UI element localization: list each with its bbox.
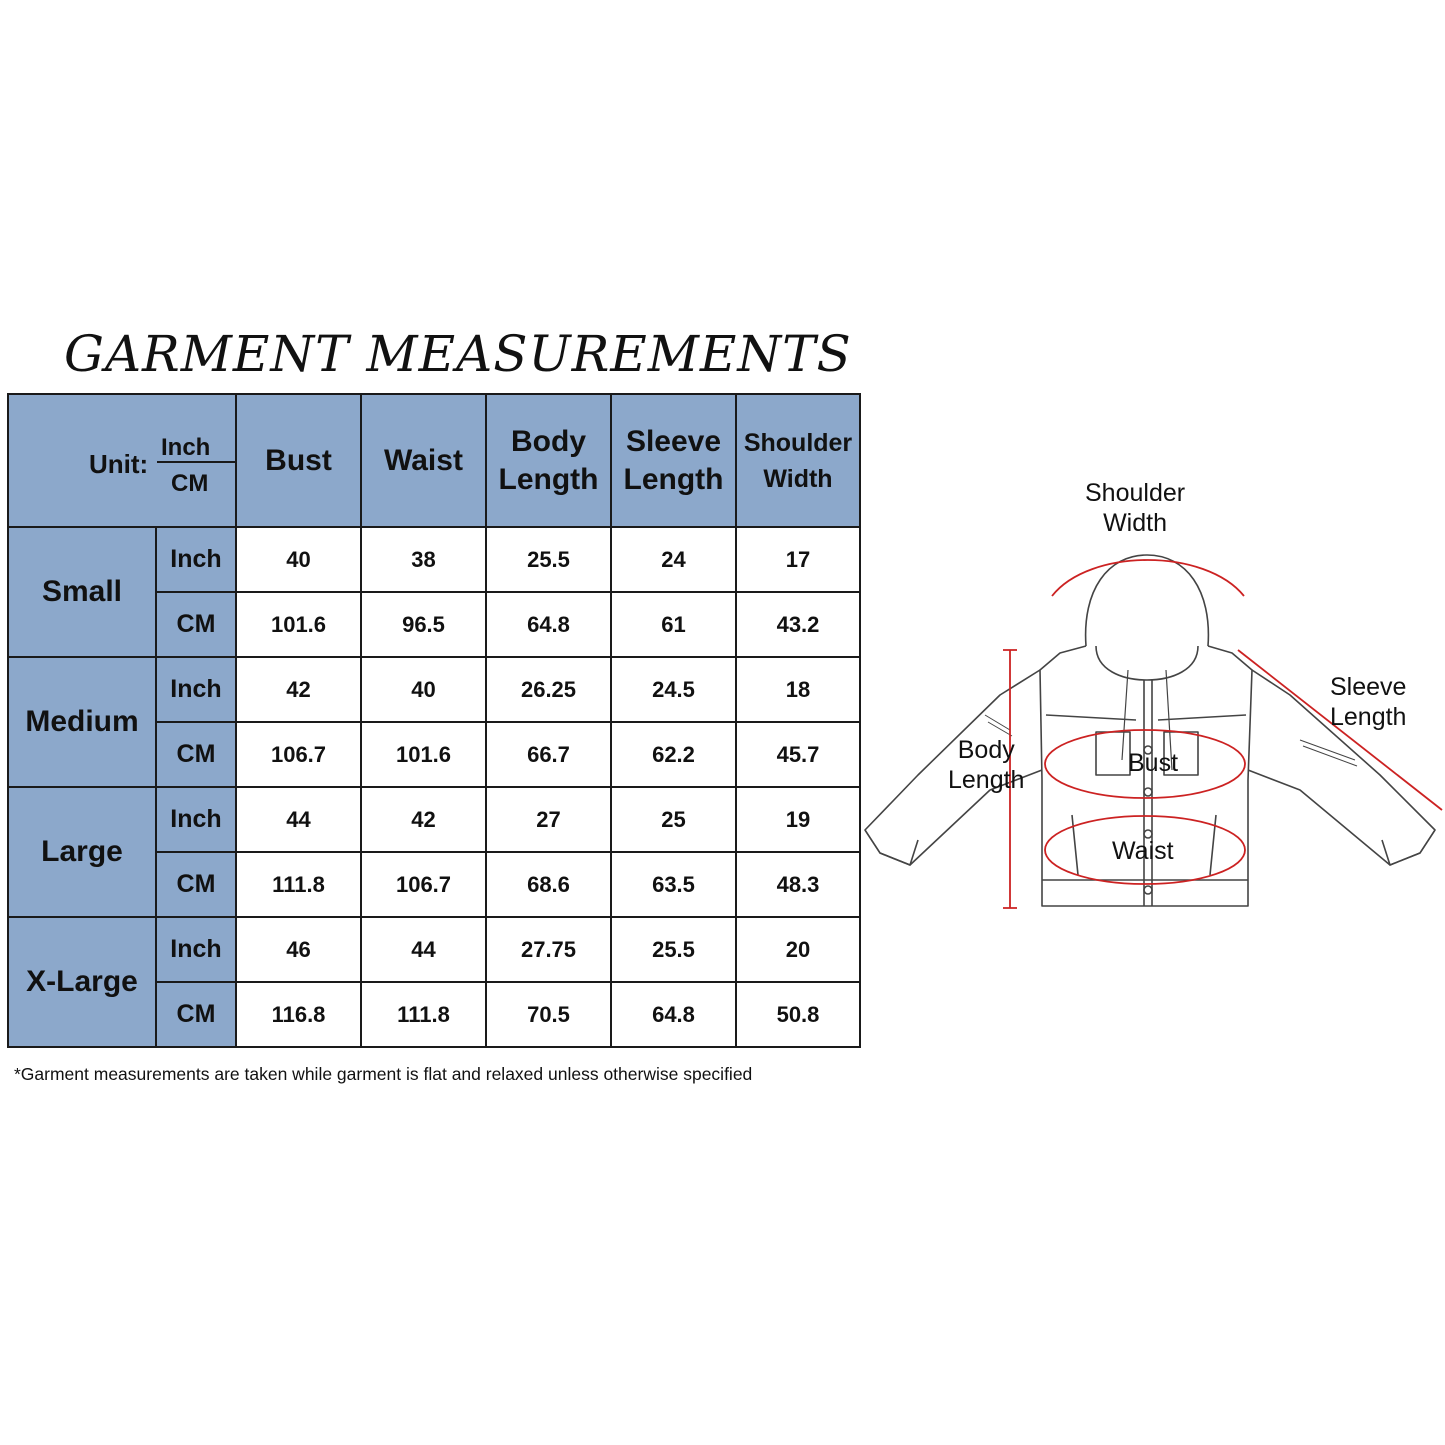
measurement-cell: 24 xyxy=(611,527,736,592)
footnote: *Garment measurements are taken while garment is flat and relaxed unless otherwise specified xyxy=(14,1064,753,1084)
measurement-cell: 106.7 xyxy=(236,722,361,787)
unit-label: Inch xyxy=(156,917,236,982)
measurement-cell: 27.75 xyxy=(486,917,611,982)
measurement-cell: 62.2 xyxy=(611,722,736,787)
measurement-cell: 24.5 xyxy=(611,657,736,722)
measurement-cell: 111.8 xyxy=(236,852,361,917)
table-row xyxy=(8,787,860,852)
measurement-cell: 45.7 xyxy=(736,722,860,787)
column-header-shoulder-width: Shoulder Width xyxy=(736,394,860,527)
measurement-cell: 66.7 xyxy=(486,722,611,787)
measurement-cell: 44 xyxy=(361,917,486,982)
measurement-cell: 101.6 xyxy=(361,722,486,787)
measurement-cell: 42 xyxy=(236,657,361,722)
measurement-cell: 46 xyxy=(236,917,361,982)
measurement-cell: 43.2 xyxy=(736,592,860,657)
column-header-sleeve-length: Sleeve Length xyxy=(611,394,736,527)
waist-label: Waist xyxy=(1112,837,1174,865)
measurement-cell: 27 xyxy=(486,787,611,852)
measurement-cell: 17 xyxy=(736,527,860,592)
unit-label: Unit: xyxy=(89,449,149,479)
body-length-label: Body Length xyxy=(948,736,1025,794)
table-row xyxy=(8,917,860,982)
measurement-cell: 101.6 xyxy=(236,592,361,657)
measurement-cell: 50.8 xyxy=(736,982,860,1047)
size-chart-table xyxy=(7,393,861,1048)
column-header-waist: Waist xyxy=(361,394,486,527)
sleeve-length-label: Sleeve Length xyxy=(1330,673,1407,731)
shoulder-width-label: Shoulder Width xyxy=(1085,479,1186,537)
measurement-cell: 63.5 xyxy=(611,852,736,917)
measurement-cell: 25 xyxy=(611,787,736,852)
measurement-marks xyxy=(1003,560,1442,908)
measurement-cell: 19 xyxy=(736,787,860,852)
measurement-cell: 64.8 xyxy=(611,982,736,1047)
bust-label: Bust xyxy=(1128,749,1179,777)
measurement-cell: 26.25 xyxy=(486,657,611,722)
hood-outline xyxy=(1086,555,1209,646)
shoulder-width-arc xyxy=(1052,560,1244,596)
unit-inch-label: Inch xyxy=(161,434,211,461)
column-header-bust: Bust xyxy=(236,394,361,527)
unit-divider xyxy=(157,461,235,463)
measurement-cell: 61 xyxy=(611,592,736,657)
measurement-cell: 70.5 xyxy=(486,982,611,1047)
size-label: X-Large xyxy=(8,917,156,1047)
unit-label: CM xyxy=(156,982,236,1047)
measurement-cell: 96.5 xyxy=(361,592,486,657)
measurement-cell: 25.5 xyxy=(486,527,611,592)
measurement-cell: 68.6 xyxy=(486,852,611,917)
measurement-cell: 106.7 xyxy=(361,852,486,917)
jacket-diagram xyxy=(860,470,1445,930)
header-row xyxy=(8,394,860,527)
unit-label: Inch xyxy=(156,787,236,852)
unit-label: CM xyxy=(156,852,236,917)
unit-label: CM xyxy=(156,722,236,787)
unit-label: Inch xyxy=(156,527,236,592)
measurement-cell: 18 xyxy=(736,657,860,722)
unit-cm-label: CM xyxy=(171,470,209,497)
table-row xyxy=(8,527,860,592)
size-label: Medium xyxy=(8,657,156,787)
measurement-cell: 48.3 xyxy=(736,852,860,917)
measurement-cell: 20 xyxy=(736,917,860,982)
unit-header-cell xyxy=(8,394,236,527)
size-label: Large xyxy=(8,787,156,917)
measurement-cell: 40 xyxy=(361,657,486,722)
measurement-cell: 44 xyxy=(236,787,361,852)
measurement-cell: 40 xyxy=(236,527,361,592)
unit-label: Inch xyxy=(156,657,236,722)
measurement-cell: 116.8 xyxy=(236,982,361,1047)
measurement-cell: 111.8 xyxy=(361,982,486,1047)
column-header-body-length: Body Length xyxy=(486,394,611,527)
size-label: Small xyxy=(8,527,156,657)
measurement-cell: 64.8 xyxy=(486,592,611,657)
table-row xyxy=(8,657,860,722)
measurement-cell: 42 xyxy=(361,787,486,852)
page-title: GARMENT MEASUREMENTS xyxy=(64,325,852,383)
measurement-cell: 38 xyxy=(361,527,486,592)
unit-label: CM xyxy=(156,592,236,657)
measurement-cell: 25.5 xyxy=(611,917,736,982)
